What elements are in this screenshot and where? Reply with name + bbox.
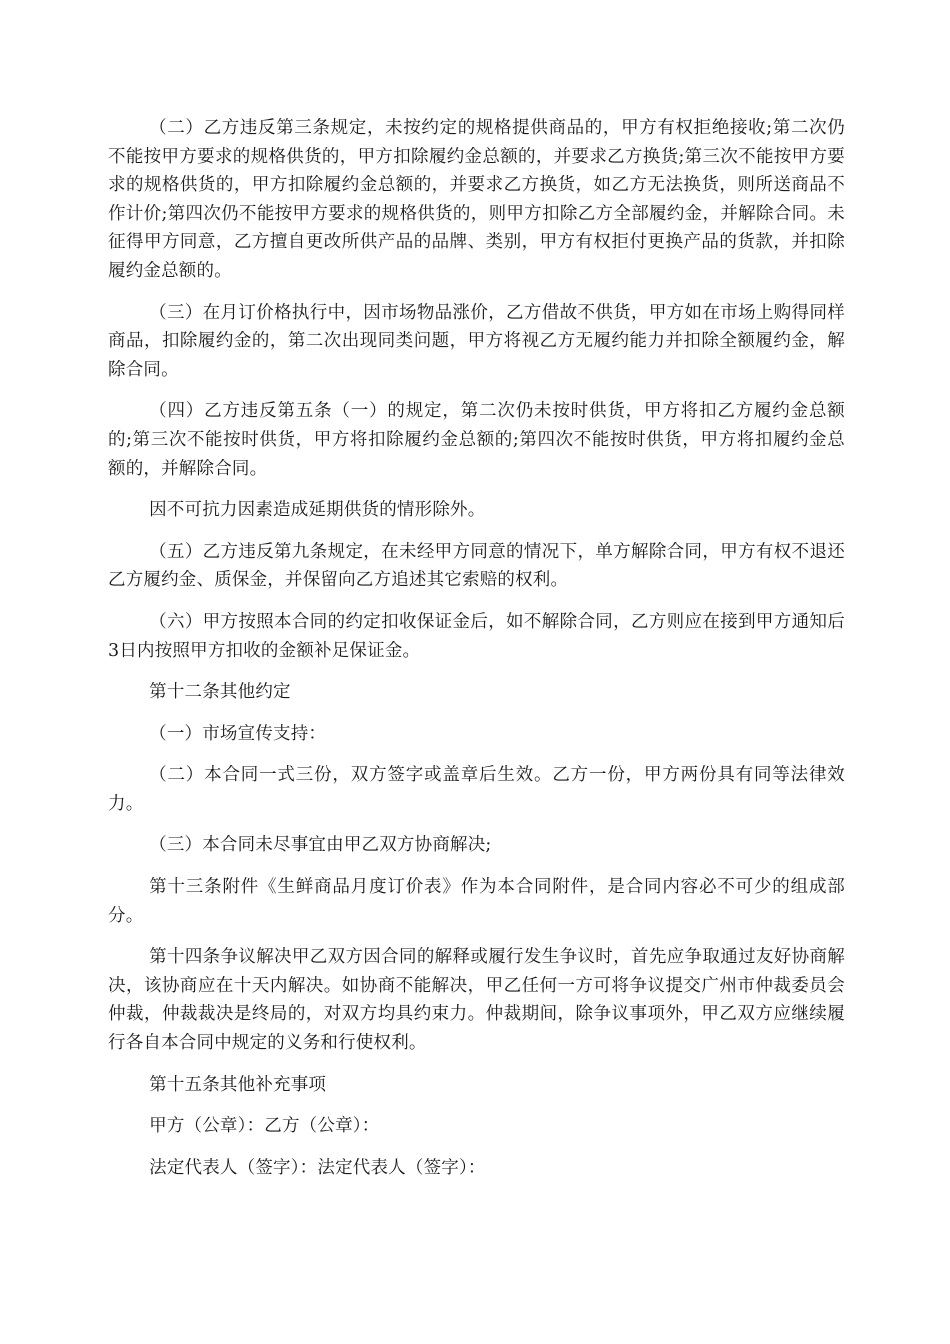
signature-line: 法定代表人（签字）：法定代表人（签字）：	[149, 1157, 486, 1178]
clause-11-3-paragraph: （三）在月订价格执行中，因市场物品涨价，乙方借故不供货，甲方如在市场上购得同样商品，扣除履约金的，第二次出现同类问题，甲方将视乙方无履约能力并扣除全额履约金，解除合同。	[108, 302, 845, 380]
document-body	[108, 114, 845, 1195]
article-13-paragraph: 第十三条附件《生鲜商品月度订价表》作为本合同附件，是合同内容必不可少的组成部分。	[108, 877, 845, 926]
clause-12-2-paragraph: （二）本合同一式三份，双方签字或盖章后生效。乙方一份，甲方两份具有同等法律效力。	[108, 765, 845, 814]
article-12-heading: 第十二条其他约定	[149, 682, 291, 703]
clause-11-5-paragraph: （五）乙方违反第九条规定，在未经甲方同意的情况下，单方解除合同，甲方有权不退还乙方履约金、质保金，并保留向乙方追述其它索赔的权利。	[108, 541, 845, 591]
clause-11-4-paragraph: （四）乙方违反第五条（一）的规定，第二次仍未按时供货，甲方将扣乙方履约金总额的;第三次不能按时供货，甲方将扣除履约金总额的;第四次不能按时供货，甲方将扣履约金总额的，并解除合同。	[108, 401, 845, 479]
seal-line: 甲方（公章）：乙方（公章）：	[149, 1116, 380, 1137]
clause-12-3-paragraph: （三）本合同未尽事宜由甲乙双方协商解决;	[149, 835, 492, 856]
force-majeure-note: 因不可抗力因素造成延期供货的情形除外。	[149, 500, 486, 521]
clause-12-1-paragraph: （一）市场宣传支持：	[149, 723, 327, 744]
article-15-heading: 第十五条其他补充事项	[149, 1074, 327, 1095]
article-14-paragraph: 第十四条争议解决甲乙双方因合同的解释或履行发生争议时，首先应争取通过友好协商解决，该协商应在十天内解决。如协商不能解决，甲乙任何一方可将争议提交广州市仲裁委员会仲裁，仲裁裁决是终局的，对双方均具约束力。仲裁期间，除争议事项外，甲乙双方应继续履行各自本合同中规定的义务和行使权利。	[108, 947, 845, 1054]
clause-11-2-paragraph: （二）乙方违反第三条规定，未按约定的规格提供商品的，甲方有权拒绝接收;第二次仍不能按甲方要求的规格供货的，甲方扣除履约金总额的，并要求乙方换货;第三次不能按甲方要求的规格供货的，甲方扣除履约金总额的，并要求乙方换货，如乙方无法换货，则所送商品不作计价;第四次仍不能按甲方要求的规格供货的，则甲方扣除乙方全部履约金，并解除合同。未征得甲方同意，乙方擅自更改所供产品的品牌、类别，甲方有权拒付更换产品的货款，并扣除履约金总额的。	[108, 118, 845, 281]
clause-11-6-paragraph: （六）甲方按照本合同的约定扣收保证金后，如不解除合同，乙方则应在接到甲方通知后3日内按照甲方扣收的金额补足保证金。	[108, 611, 845, 661]
